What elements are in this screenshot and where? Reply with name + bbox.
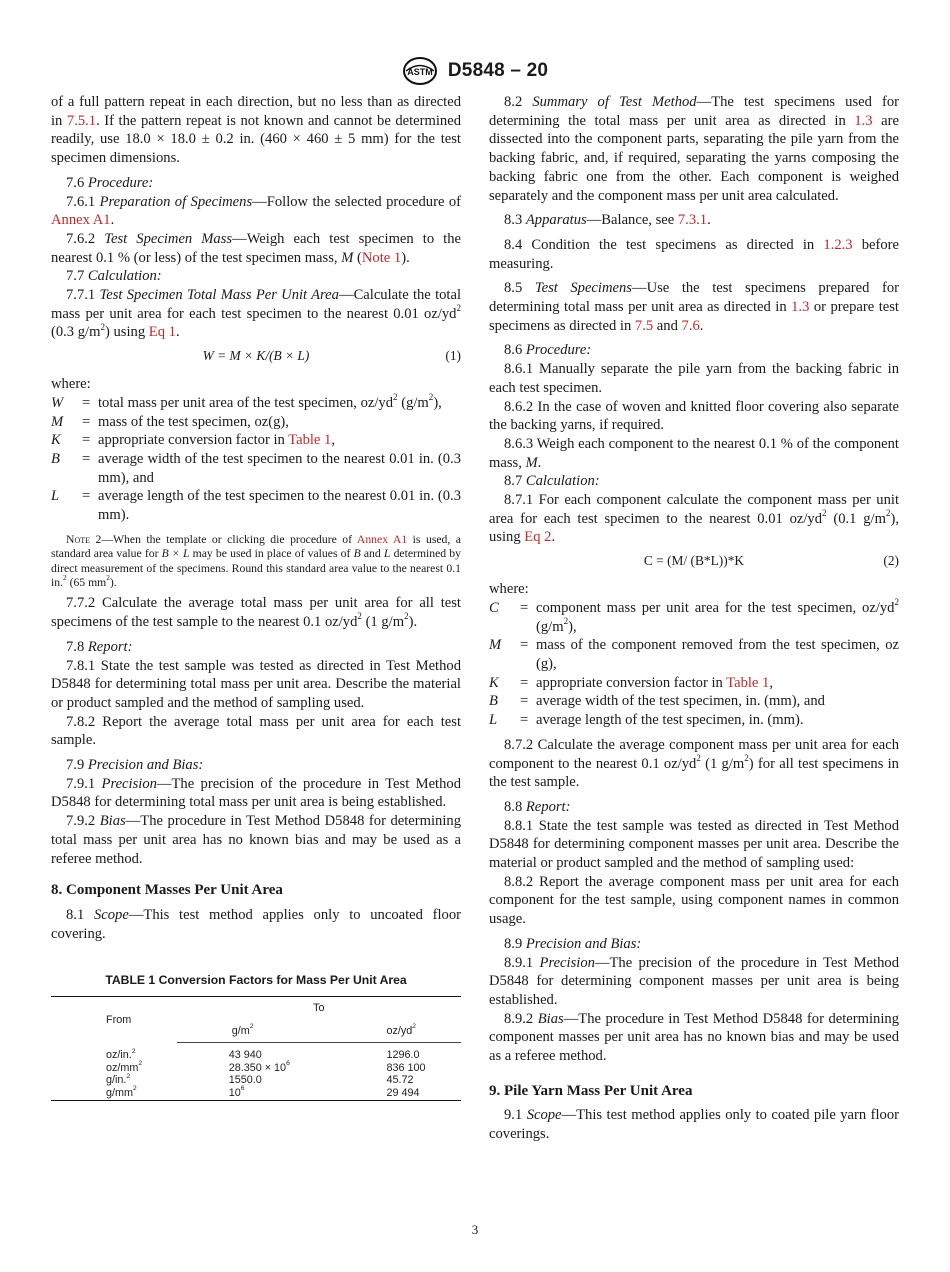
section-7-8-2: 7.8.2 Report the average total mass per unit area for each test sample.: [51, 713, 461, 749]
section-8-6-2: 8.6.2 In the case of woven and knitted floor covering also separate the backing yarns, if required.: [489, 398, 899, 434]
ref-7-5-1[interactable]: 7.5.1: [66, 112, 97, 129]
section-7-8-1: 7.8.1 State the test sample was tested as directed in Test Method D5848 for determining total mass per unit area. Describe the material or product sampled and the method of sampling used.: [51, 657, 461, 711]
equation-1-number: (1): [445, 348, 461, 364]
right-column: [489, 93, 899, 1144]
table-header-from: From: [51, 997, 177, 1043]
section-8-3: 8.3 Apparatus—Balance, see 7.3.1.: [504, 212, 711, 229]
section-8-7-1: 8.7.1 For each component calculate the component mass per unit area for each test specimen to the nearest 0.01 $oz/yd^2$ (0.1 $g/m^2$), using Eq 2.: [489, 492, 900, 546]
ref-annex-a1[interactable]: Annex A1: [51, 212, 111, 229]
section-7-6-2: 7.6.2 Test Specimen Mass—Weigh each test specimen to the nearest 0.1 % (or less) of the test specimen mass, M (Note 1).: [51, 230, 461, 266]
table-row: g/in.$^2$ 1550.0 45.72: [106, 1072, 414, 1087]
variable-k-2: K = appropriate conversion factor in Table 1,: [489, 674, 774, 691]
variable-k: K = appropriate conversion factor in Table 1,: [51, 432, 336, 449]
page-header: [0, 56, 950, 86]
section-8-4: 8.4 Condition the test specimens as directed in 1.2.3 before measuring.: [489, 236, 900, 272]
section-7-9: 7.9 Precision and Bias:: [66, 757, 204, 774]
ref-note-1[interactable]: Note 1: [361, 249, 402, 266]
ref-1-3-b[interactable]: 1.3: [791, 299, 810, 316]
section-8-2: 8.2 Summary of Test Method—The test specimens used for determining the total mass per unit area as directed in 1.3 are dissected into the component parts, separating the pile yarn from the backing fabric, and, if required, separating the yarns composing the backing fabric one from the other. Each component is weighed separately and the component mass per unit area calculated.: [489, 94, 900, 204]
note-2: Note 2—When the template or clicking die procedure of Annex A1 is used, a standard area value for B × L may be used in place of values of B and L determined by direct measurement of the specimens. Round this standard area value to the nearest 0.1 in.$^2$ (65 $mm^2$).: [51, 532, 461, 589]
section-8-7-2: 8.7.2 Calculate the average component mass per unit area for each component to the nearest 0.1 $oz/yd^2$ (1 $g/m^2$) for all test specimens in the test sample.: [489, 736, 899, 791]
section-8-9: 8.9 Precision and Bias:: [504, 935, 642, 952]
where-label: where:: [51, 376, 91, 393]
section-8-6-3: 8.6.3 Weigh each component to the nearest 0.1 % of the component mass, M.: [489, 435, 899, 471]
section-7-7-1: 7.7.1 Test Specimen Total Mass Per Unit Area—Calculate the total mass per unit area for each test specimen to the nearest 0.01 $oz/yd^2$ (0.3 $g/m^2$) using Eq 1.: [51, 287, 462, 341]
ref-eq-1[interactable]: Eq 1: [148, 324, 176, 341]
astm-logo-icon: [402, 56, 438, 86]
section-8-5: 8.5 Test Specimens—Use the test specimens prepared for determining total mass per unit area as directed in 1.3 or prepare test specimens as directed in 7.5 and 7.6.: [489, 280, 900, 334]
section-8-8-1: 8.8.1 State the test sample was tested as directed in Test Method D5848 for determining component masses per unit area. Describe the material or product sampled and the method of sampling used:: [489, 817, 899, 872]
section-7-6: 7.6 Procedure:: [66, 174, 154, 191]
section-8-8-2: 8.8.2 Report the average component mass per unit area for each component for the test sample, using component names in common usage.: [489, 873, 899, 928]
section-8-9-2: 8.9.2 Bias—The procedure in Test Method D5848 for determining component masses per unit area has no known bias and may be used as a referee method.: [489, 1010, 899, 1065]
section-7-7: 7.7 Calculation:: [66, 268, 162, 285]
table-row: oz/in.$^2$ 43 940 1296.0: [106, 1047, 420, 1062]
variable-b-2: B = average width of the test specimen, in. (mm), and: [489, 693, 825, 710]
variable-list-1: [51, 391, 461, 525]
variable-l-2: L = average length of the test specimen, in. (mm).: [489, 712, 804, 729]
equation-2-number: (2): [883, 553, 899, 569]
section-9-1: 9.1 Scope—This test method applies only to coated pile yarn floor coverings.: [489, 1107, 900, 1143]
section-8-8: 8.8 Report:: [504, 798, 571, 815]
ref-7-3-1[interactable]: 7.3.1: [677, 212, 708, 229]
section-8-7: 8.7 Calculation:: [504, 473, 600, 490]
table-header-gm2: $g/m^2$: [177, 1020, 332, 1043]
table-row: $g/mm^2$ $10^6$ 29 494: [51, 1087, 461, 1101]
table-1-title: TABLE 1 Conversion Factors for Mass Per Unit Area: [105, 973, 407, 988]
designation-title: D5848 – 20: [447, 60, 549, 81]
section-7-8: 7.8 Report:: [66, 638, 133, 655]
variable-c: C = component mass per unit area for the test specimen, $oz/yd^2$ $(g/m^2)$,: [489, 597, 899, 635]
variable-l: L = average length of the test specimen to the nearest 0.01 in. (0.3 mm).: [51, 488, 461, 524]
page-number: 3: [471, 1222, 479, 1237]
section-8-6: 8.6 Procedure:: [504, 342, 592, 359]
section-8-9-1: 8.9.1 Precision—The precision of the procedure in Test Method D5848 for determining component masses per unit area is being established.: [489, 954, 899, 1008]
section-8-6-1: 8.6.1 Manually separate the pile yarn from the backing fabric in each test specimen.: [489, 361, 899, 396]
heading-section-9: 9. Pile Yarn Mass Per Unit Area: [489, 1082, 693, 1099]
equation-1: [51, 347, 461, 366]
svg-text:ASTM: ASTM: [407, 67, 433, 77]
equation-2: [489, 552, 899, 571]
ref-1-2-3[interactable]: 1.2.3: [823, 236, 853, 253]
ref-table-1-b[interactable]: Table 1: [726, 674, 770, 691]
section-7-6-1: 7.6.1 Preparation of Specimens—Follow the selected procedure of Annex A1.: [51, 193, 461, 229]
ref-7-5[interactable]: 7.5: [634, 317, 654, 334]
ref-eq-2[interactable]: Eq 2: [524, 529, 552, 546]
variable-b: B = average width of the test specimen to the nearest 0.01 in. (0.3 mm), and: [51, 450, 461, 486]
heading-section-8: 8. Component Masses Per Unit Area: [51, 882, 283, 899]
ref-table-1[interactable]: Table 1: [288, 432, 332, 449]
left-column: [51, 93, 461, 1101]
variable-list-2: [489, 599, 899, 730]
table-1: [51, 996, 461, 1101]
equation-1-formula: W = M × K/(B × L): [202, 348, 310, 364]
paragraph-7-5-cont: of a full pattern repeat in each direction, but no less than as directed in 7.5.1. If the pattern repeat is not known and cannot be determined readily, use 18.0 × 18.0 ± 0.2 in. (460 × 460 ± 5 mm) for the test specimen dimensions.: [51, 94, 461, 167]
ref-annex-a1-note[interactable]: Annex A1: [356, 532, 408, 546]
ref-1-3[interactable]: 1.3: [854, 112, 873, 129]
section-7-7-2: 7.7.2 Calculate the average total mass per unit area for all test specimens of the test sample to the nearest 0.1 $oz/yd^2$ (1 $g/m^2$).: [51, 595, 461, 631]
variable-m: M = mass of the test specimen, oz(g),: [51, 413, 289, 430]
equation-2-formula: C = (M/ (B*L))*K: [643, 553, 745, 569]
where-label-2: where:: [489, 581, 529, 598]
section-7-9-2: 7.9.2 Bias—The procedure in Test Method D5848 for determining total mass per unit area has no known bias and may be used as a referee method.: [51, 813, 461, 867]
section-7-9-1: 7.9.1 Precision—The precision of the procedure in Test Method D5848 for determining total mass per unit area is being established.: [51, 775, 461, 811]
table-row: $oz/mm^2$ $28.350 \times 10^6$ 836 100: [106, 1060, 426, 1074]
table-header-to: To: [177, 997, 461, 1020]
ref-7-6[interactable]: 7.6: [681, 317, 700, 334]
variable-m-2: M = mass of the component removed from the test specimen, oz (g),: [489, 637, 899, 672]
variable-w: W = total mass per unit area of the test specimen, $oz/yd^2$ $(g/m^2)$,: [51, 391, 442, 411]
section-8-1: 8.1 Scope—This test method applies only to uncoated floor covering.: [51, 906, 462, 942]
table-header-ozyd2: $oz/yd^2$: [331, 1020, 461, 1043]
